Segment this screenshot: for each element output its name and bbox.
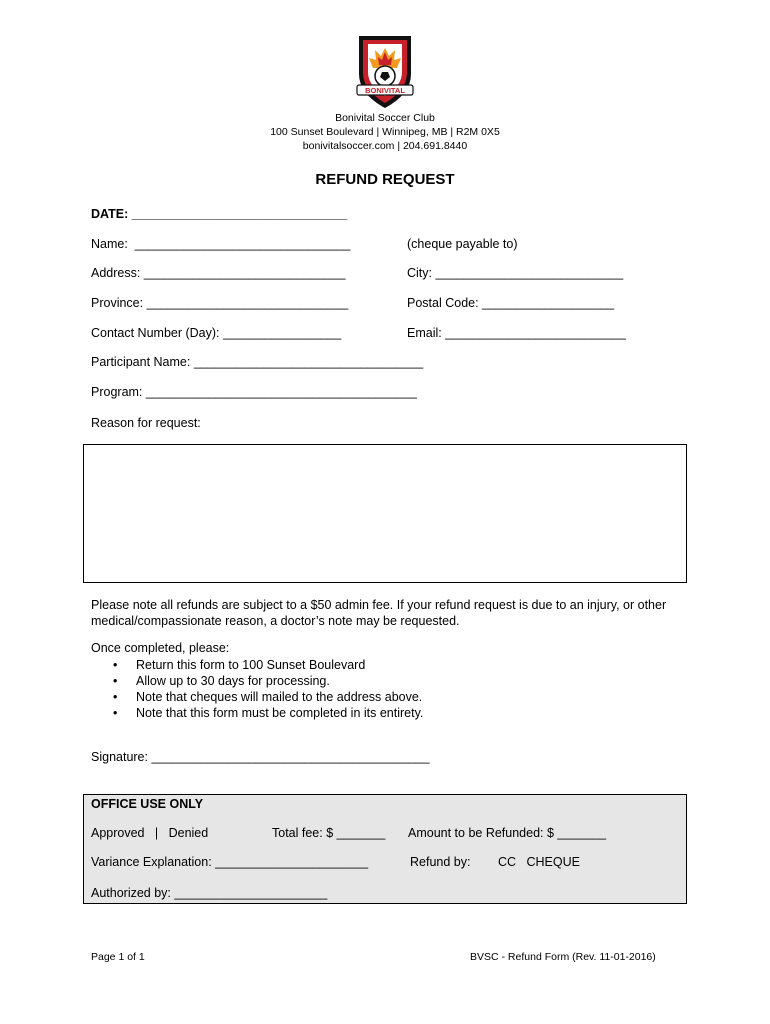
amount-refunded-field[interactable]: Amount to be Refunded: $ _______ xyxy=(408,826,607,840)
club-address: 100 Sunset Boulevard | Winnipeg, MB | R2M 0X5 xyxy=(270,126,500,138)
logo-text: BONIVITAL xyxy=(365,86,405,95)
reason-label: Reason for request: xyxy=(91,416,201,430)
once-completed-label: Once completed, please: xyxy=(91,641,230,655)
province-field[interactable]: Province: _____________________________ xyxy=(91,296,349,310)
program-field[interactable]: Program: _______________________________________ xyxy=(91,385,418,399)
page-title: REFUND REQUEST xyxy=(315,171,455,188)
list-item: • Return this form to 100 Sunset Boulevard xyxy=(113,658,366,672)
list-item: • Allow up to 30 days for processing. xyxy=(113,674,330,688)
refund-by-label: Refund by: xyxy=(410,855,471,869)
page-number: Page 1 of 1 xyxy=(91,951,145,963)
list-item: • Note that cheques will mailed to the address above. xyxy=(113,690,423,704)
admin-fee-note: Please note all refunds are subject to a $50 admin fee. If your refund request is due to an injury, or other medical/compassionate reason, a doctor’s note may be requested. xyxy=(91,598,667,628)
address-field[interactable]: Address: _____________________________ xyxy=(91,266,346,280)
postal-code-field[interactable]: Postal Code: ___________________ xyxy=(407,296,615,310)
list-item: • Note that this form must be completed in its entirety. xyxy=(113,706,424,720)
date-field[interactable]: DATE: _______________________________ xyxy=(91,207,348,221)
participant-name-field[interactable]: Participant Name: _________________________________ xyxy=(91,355,424,369)
variance-explanation-field[interactable]: Variance Explanation: ______________________ xyxy=(91,855,369,869)
authorized-by-field[interactable]: Authorized by: ______________________ xyxy=(91,886,328,900)
instructions-list xyxy=(91,657,423,721)
contact-number-field[interactable]: Contact Number (Day): _________________ xyxy=(91,326,342,340)
approved-denied-field[interactable]: Approved | Denied xyxy=(91,826,209,840)
form-revision: BVSC - Refund Form (Rev. 11-01-2016) xyxy=(470,951,656,963)
club-contact: bonivitalsoccer.com | 204.691.8440 xyxy=(302,140,468,152)
club-logo xyxy=(345,30,425,110)
city-field[interactable]: City: ___________________________ xyxy=(407,266,624,280)
email-field[interactable]: Email: __________________________ xyxy=(407,326,626,340)
signature-field[interactable]: Signature: ________________________________________ xyxy=(91,750,430,764)
cheque-note: (cheque payable to) xyxy=(407,237,518,251)
club-name: Bonivital Soccer Club xyxy=(335,112,435,124)
reason-textbox[interactable] xyxy=(83,444,687,583)
name-field[interactable]: Name: _______________________________ xyxy=(91,237,351,251)
total-fee-field[interactable]: Total fee: $ _______ xyxy=(272,826,386,840)
refund-method-options[interactable]: CC CHEQUE xyxy=(498,855,580,869)
office-use-heading: OFFICE USE ONLY xyxy=(91,797,204,811)
